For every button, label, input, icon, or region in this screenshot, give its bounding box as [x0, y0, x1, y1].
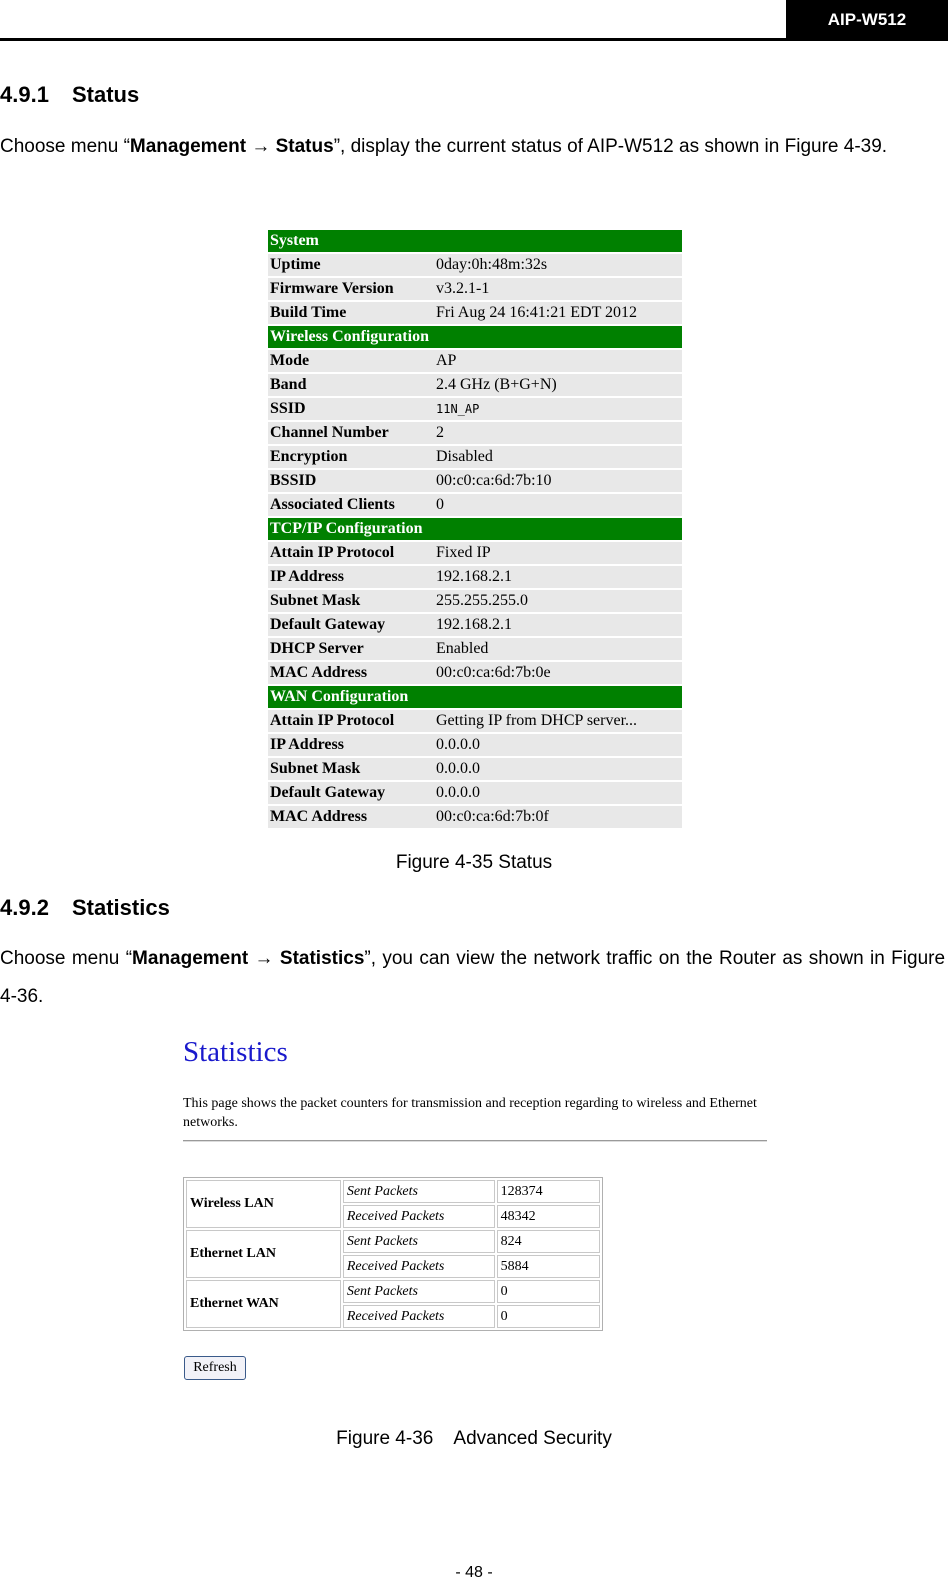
section-heading-statistics: [0, 895, 170, 921]
status-label: Attain IP Protocol: [268, 710, 434, 732]
status-value: Disabled: [434, 446, 682, 468]
counter-label: Sent Packets: [343, 1230, 495, 1253]
status-label: Mode: [268, 350, 434, 372]
para-text: ”, you can view the network traffic on the Router as shown in Figure 4-36.: [0, 948, 946, 1007]
status-label: Uptime: [268, 254, 434, 276]
header-product-tab: AIP-W512: [786, 0, 948, 40]
status-label: Associated Clients: [268, 494, 434, 516]
page-number: - 48 -: [455, 1564, 493, 1581]
status-row: [268, 758, 682, 780]
status-value: 0: [434, 494, 682, 516]
status-label: IP Address: [268, 734, 434, 756]
status-value: 2: [434, 422, 682, 444]
figure-caption-statistics: [0, 1428, 948, 1450]
section-row-wireless: [268, 326, 682, 348]
counter-value: 5884: [497, 1255, 600, 1278]
status-value: 192.168.2.1: [434, 614, 682, 636]
status-row: [268, 446, 682, 468]
menu-name-management: Management: [129, 136, 247, 157]
status-row: [268, 566, 682, 588]
counter-label: Sent Packets: [343, 1280, 495, 1303]
table-row: [186, 1180, 600, 1203]
status-label: IP Address: [268, 566, 434, 588]
status-label: BSSID: [268, 470, 434, 492]
status-label: Attain IP Protocol: [268, 542, 434, 564]
section-paragraph-statistics: [0, 940, 945, 1016]
status-row: [268, 422, 682, 444]
status-row: [268, 590, 682, 612]
statistics-description: This page shows the packet counters for transmission and reception regarding to wireless and Ethernet networks.: [183, 1096, 757, 1130]
section-header: System: [268, 230, 682, 252]
status-value: 2.4 GHz (B+G+N): [434, 374, 682, 396]
status-label: Default Gateway: [268, 614, 434, 636]
table-row: [186, 1280, 600, 1303]
status-row: [268, 254, 682, 276]
status-value: v3.2.1-1: [434, 278, 682, 300]
status-value: AP: [434, 350, 682, 372]
section-paragraph-status: [0, 128, 945, 166]
status-value: 0day:0h:48m:32s: [434, 254, 682, 276]
counter-value: 824: [497, 1230, 600, 1253]
status-value: 192.168.2.1: [434, 566, 682, 588]
counter-label: Received Packets: [343, 1305, 495, 1328]
status-value: Fixed IP: [434, 542, 682, 564]
status-row: [268, 638, 682, 660]
status-label: SSID: [268, 398, 434, 420]
status-label: DHCP Server: [268, 638, 434, 660]
status-row: [268, 398, 682, 420]
status-row: [268, 734, 682, 756]
status-label: MAC Address: [268, 806, 434, 828]
status-label: Channel Number: [268, 422, 434, 444]
counter-value: 0: [497, 1280, 600, 1303]
divider: [183, 1140, 767, 1142]
status-row: [268, 782, 682, 804]
status-label: Subnet Mask: [268, 758, 434, 780]
status-label: Build Time: [268, 302, 434, 324]
section-title: Statistics: [72, 895, 170, 920]
group-label: Ethernet WAN: [186, 1280, 341, 1328]
arrow-icon: →: [251, 136, 271, 157]
section-header: Wireless Configuration: [268, 326, 682, 348]
refresh-button[interactable]: Refresh: [184, 1356, 246, 1380]
status-value: 0.0.0.0: [434, 734, 682, 756]
status-value: Getting IP from DHCP server...: [434, 710, 682, 732]
status-value: 11N_AP: [434, 398, 682, 420]
group-label: Wireless LAN: [186, 1180, 341, 1228]
status-row: [268, 662, 682, 684]
status-value: 255.255.255.0: [434, 590, 682, 612]
para-text: ”, display the current status of AIP-W512 as shown in Figure 4-39.: [333, 136, 888, 157]
statistics-page-title: Statistics: [183, 1036, 288, 1068]
section-header: WAN Configuration: [268, 686, 682, 708]
status-row: [268, 470, 682, 492]
section-heading-status: [0, 82, 139, 108]
menu-name-statistics: Statistics: [279, 948, 365, 969]
statistics-table: [183, 1177, 603, 1331]
menu-name-status: Status: [275, 136, 334, 157]
group-label: Ethernet LAN: [186, 1230, 341, 1278]
section-row-tcpip: [268, 518, 682, 540]
status-row: [268, 350, 682, 372]
section-number: 4.9.2: [0, 895, 49, 920]
status-row: [268, 542, 682, 564]
table-row: [186, 1230, 600, 1253]
status-value: 00:c0:ca:6d:7b:10: [434, 470, 682, 492]
section-title: Status: [72, 82, 140, 107]
status-label: MAC Address: [268, 662, 434, 684]
counter-value: 0: [497, 1305, 600, 1328]
figure-caption-status: Figure 4-35 Status: [395, 852, 553, 873]
status-value: 00:c0:ca:6d:7b:0f: [434, 806, 682, 828]
header-rule: [0, 38, 948, 41]
status-table: [268, 228, 682, 830]
section-row-wan: [268, 686, 682, 708]
para-text: Choose menu “: [0, 136, 130, 157]
menu-name-management: Management: [132, 948, 249, 969]
status-row: [268, 302, 682, 324]
status-label: Encryption: [268, 446, 434, 468]
status-row: [268, 374, 682, 396]
arrow-icon: →: [254, 948, 274, 969]
status-row: [268, 710, 682, 732]
status-value: 0.0.0.0: [434, 758, 682, 780]
counter-label: Sent Packets: [343, 1180, 495, 1203]
status-row: [268, 494, 682, 516]
counter-label: Received Packets: [343, 1205, 495, 1228]
status-row: [268, 806, 682, 828]
counter-value: 128374: [497, 1180, 600, 1203]
counter-label: Received Packets: [343, 1255, 495, 1278]
section-header: TCP/IP Configuration: [268, 518, 682, 540]
status-label: Band: [268, 374, 434, 396]
status-value: 00:c0:ca:6d:7b:0e: [434, 662, 682, 684]
status-row: [268, 278, 682, 300]
status-label: Default Gateway: [268, 782, 434, 804]
para-text: Choose menu “: [0, 948, 133, 969]
caption-text: Figure 4-36 Advanced Security: [336, 1428, 612, 1449]
status-label: Subnet Mask: [268, 590, 434, 612]
section-row-system: [268, 230, 682, 252]
section-number: 4.9.1: [0, 82, 49, 107]
status-value: 0.0.0.0: [434, 782, 682, 804]
status-value: Fri Aug 24 16:41:21 EDT 2012: [434, 302, 682, 324]
status-value: Enabled: [434, 638, 682, 660]
status-row: [268, 614, 682, 636]
counter-value: 48342: [497, 1205, 600, 1228]
status-label: Firmware Version: [268, 278, 434, 300]
